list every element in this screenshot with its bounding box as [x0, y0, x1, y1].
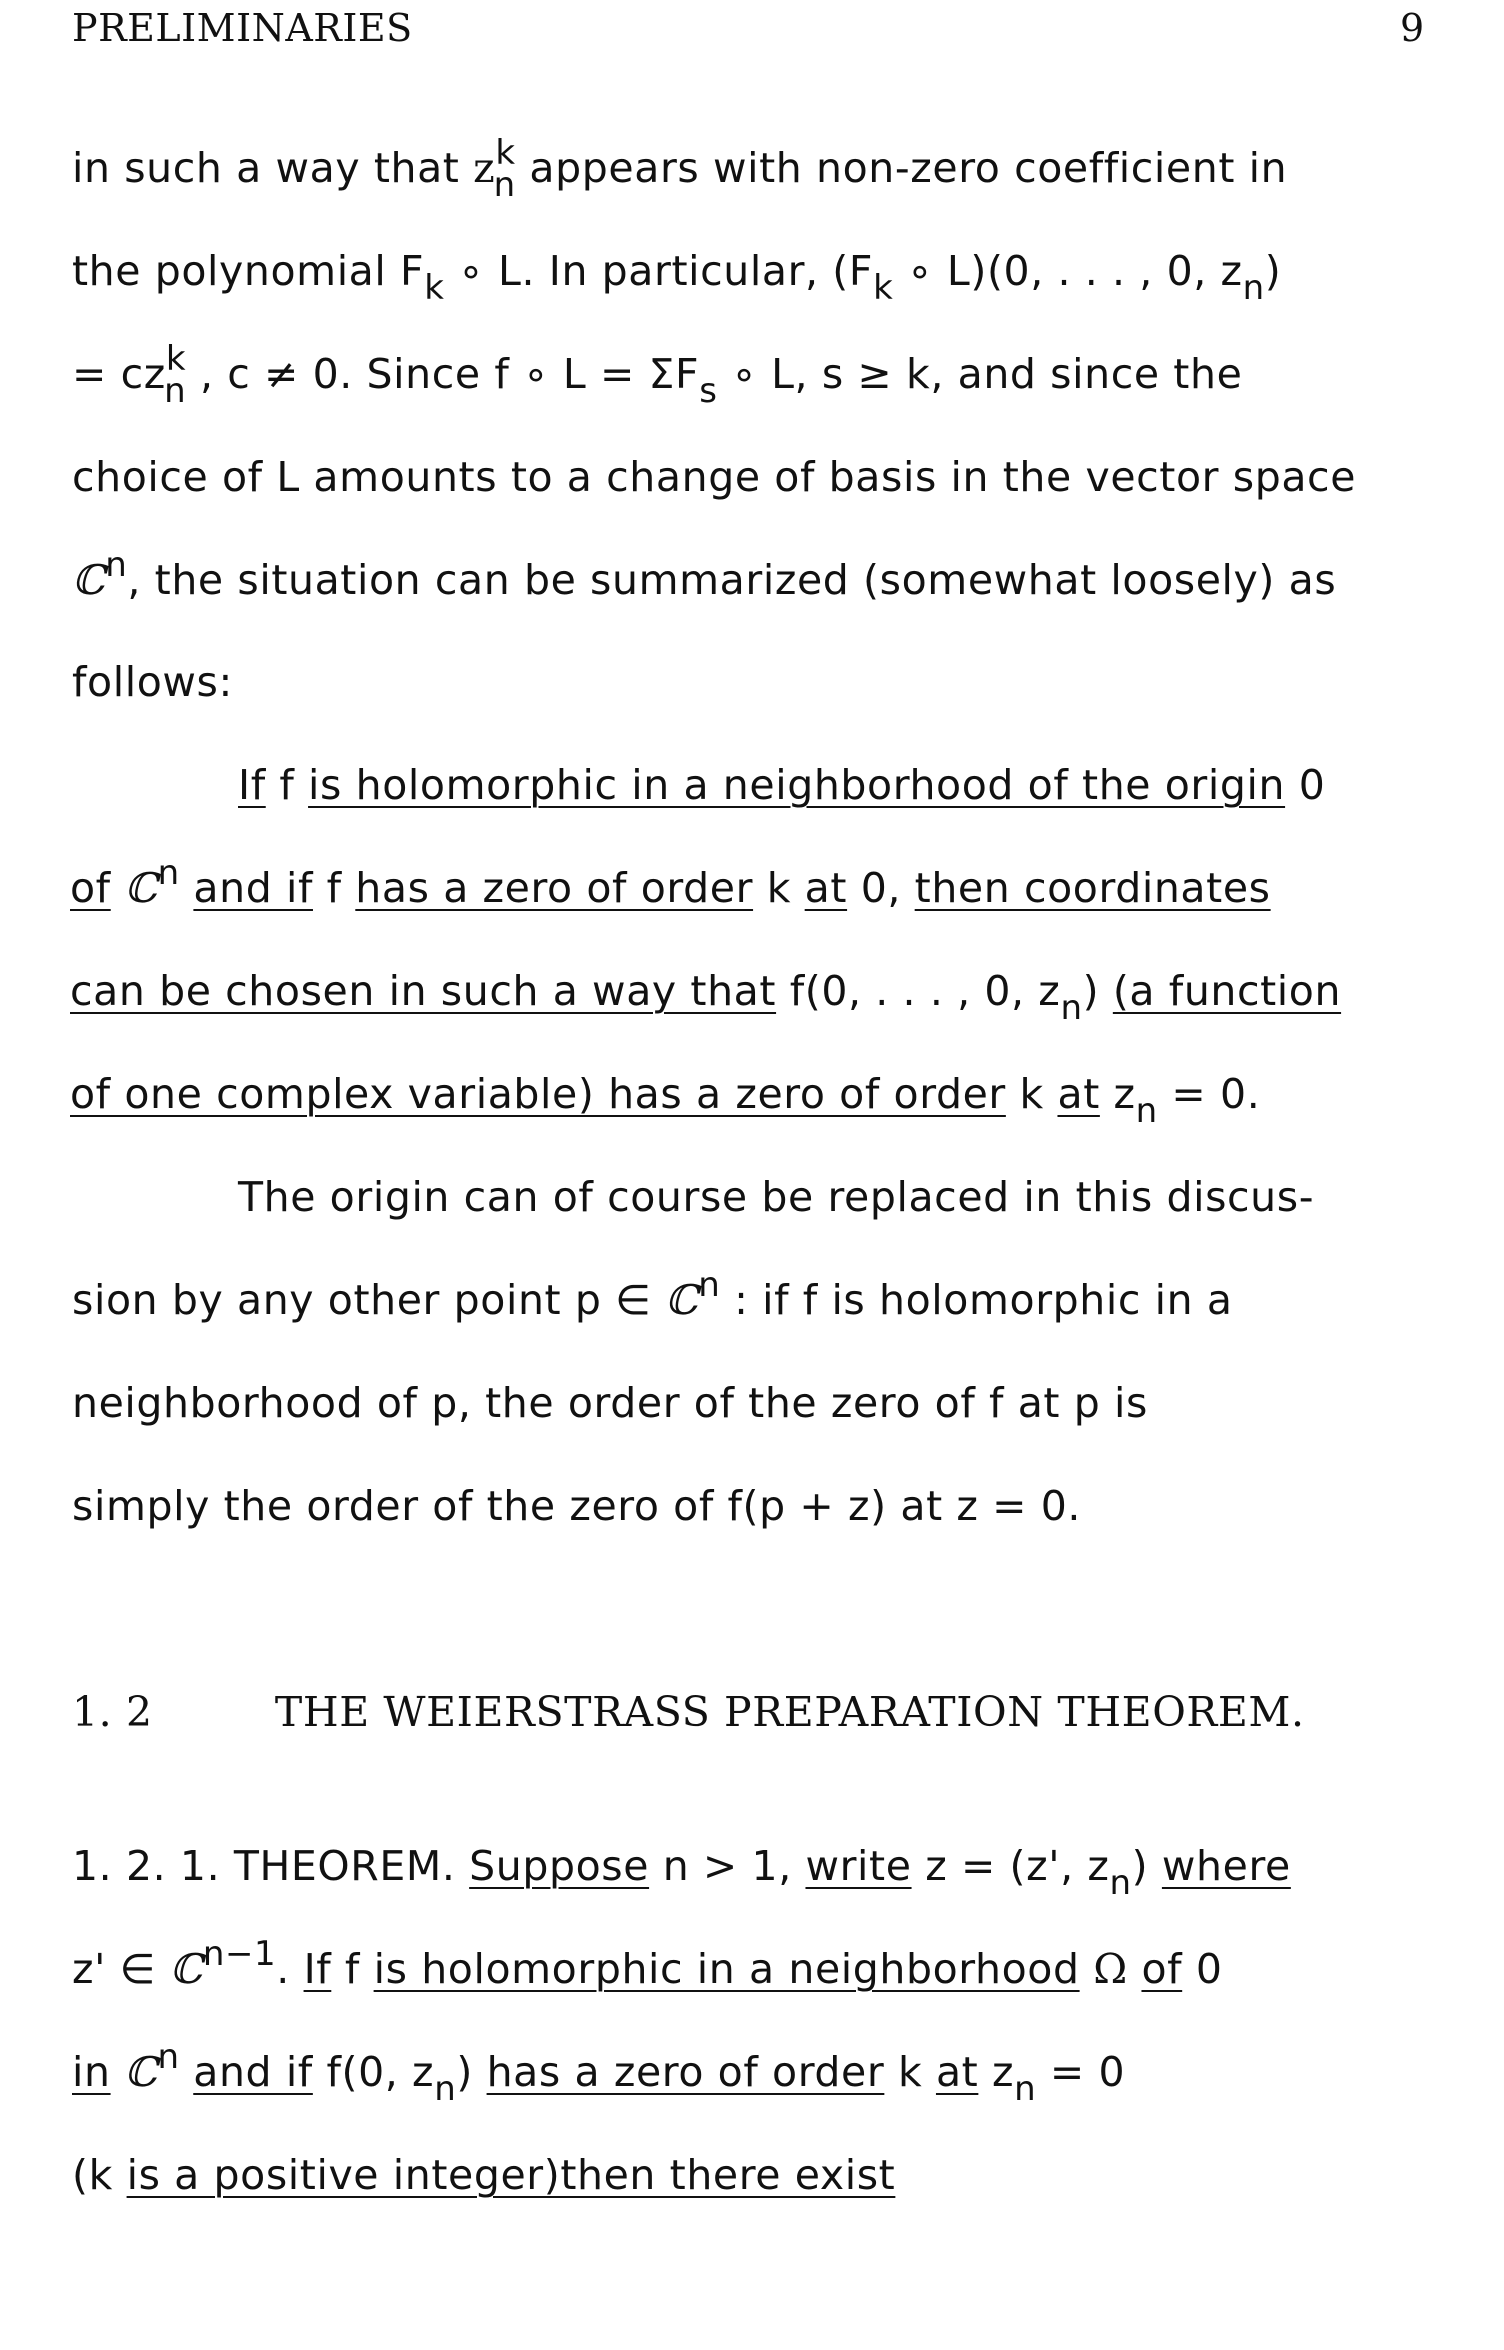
- section-title: THE WEIERSTRASS PREPARATION THEOREM.: [274, 1688, 1305, 1736]
- paragraph-2-line-4: simply the order of the zero of f(p + z) at z = 0.: [72, 1482, 1082, 1530]
- chapter-title: PRELIMINARIES: [72, 6, 413, 50]
- paragraph-line-2: the polynomial $F_k$ ∘ L. In particular, ($F_k$ ∘ L)(0, . . . , 0, $z_n$): [72, 247, 1282, 308]
- section-heading: [72, 1682, 1305, 1742]
- paragraph-line-4: choice of L amounts to a change of basis in the vector space: [72, 453, 1357, 501]
- paragraph-line-1: in such a way that $z^k_n$ appears with non-zero coefficient in: [72, 133, 1288, 205]
- page-number: 9: [1400, 6, 1425, 50]
- paragraph-line-5: ℂ$^n$, the situation can be summarized (somewhat loosely) as: [72, 545, 1337, 604]
- statement-line-4: of one complex variable) has a zero of order k at $z_n = 0$.: [70, 1070, 1261, 1131]
- statement-line-2: of ℂ$^n$ and if f has a zero of order k at 0, then coordinates: [70, 853, 1271, 912]
- statement-line-3: can be chosen in such a way that f(0, . . . , 0, $z_n$) (a function: [70, 967, 1342, 1028]
- section-number: 1. 2: [72, 1688, 153, 1736]
- running-header: [72, 0, 413, 58]
- theorem-line-2: z' ∈ ℂ$^{n-1}$. If f is holomorphic in a neighborhood Ω of 0: [72, 1934, 1223, 1993]
- complex-numbers-symbol: ℂ: [72, 556, 106, 604]
- paragraph-2-line-1: The origin can of course be replaced in this discus-: [238, 1173, 1315, 1221]
- paragraph-2-line-3: neighborhood of p, the order of the zero of f at p is: [72, 1379, 1148, 1427]
- paragraph-line-3: = $cz^k_n$ , c ≠ 0. Since f ∘ $L = \Sigma F_s$ ∘ L, s ≥ k, and since the: [72, 339, 1243, 411]
- theorem-line-4: (k is a positive integer)then there exist: [72, 2151, 896, 2199]
- paragraph-line-6: follows:: [72, 658, 233, 706]
- statement-line-1: If f is holomorphic in a neighborhood of the origin 0: [238, 761, 1326, 809]
- paragraph-2-line-2: sion by any other point p ∈ ℂ$^n$ : if f is holomorphic in a: [72, 1265, 1233, 1324]
- theorem-line-3: in ℂ$^n$ and if f(0, $z_n$) has a zero of order k at $z_n = 0$: [72, 2037, 1126, 2109]
- theorem-line-1: 1. 2. 1. THEOREM. Suppose n > 1, write z = (z', $z_n$) where: [72, 1842, 1291, 1903]
